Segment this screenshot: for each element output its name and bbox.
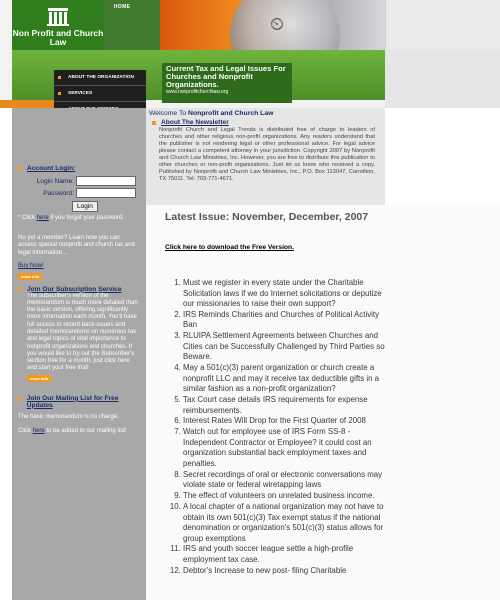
bullet-icon bbox=[18, 287, 22, 291]
about-newsletter-heading[interactable] bbox=[152, 119, 375, 126]
list-item: 5. Tax Court case details IRS requirements for expense reimbursements. bbox=[183, 395, 393, 416]
login-form bbox=[18, 176, 140, 212]
list-item: 11. IRS and youth soccer league settle a high-profile employment tax case. bbox=[183, 544, 393, 565]
header-right-panel bbox=[385, 0, 500, 50]
hero-face-image bbox=[230, 0, 340, 50]
forgot-password-text bbox=[18, 215, 140, 223]
list-item: 2. IRS Reminds Charities and Churches of Political Activity Ban bbox=[183, 310, 393, 331]
more-info-button[interactable]: more info bbox=[18, 273, 42, 280]
list-item: 12. Debtor's Increase to new post- filing Charitable bbox=[183, 566, 393, 577]
list-item: 8. Secret recordings of oral or electronic conversations may violate state or federal wiretapping laws bbox=[183, 470, 393, 491]
logo-base bbox=[47, 24, 69, 26]
list-item: 3. RLUIPA Settlement Agreements between Churches and Cities can be Successfully Challenged by Third Parties so Beware. bbox=[183, 331, 393, 363]
login-name-label: Login Name: bbox=[36, 177, 74, 185]
login-button[interactable]: Login bbox=[72, 201, 98, 212]
buy-now-link[interactable]: Buy Now! bbox=[18, 263, 44, 269]
welcome-prefix: Welcome To bbox=[149, 110, 189, 117]
mailing-signup-text bbox=[18, 428, 140, 436]
tagline-url: www.nonprofitchurchlaw.org bbox=[166, 89, 229, 96]
list-item: 10. A local chapter of a national organization may not have to obtain its own 501(c)(3) Tax exempt status if the national denomination or organization's 501(c)(3) status allows for group exemptions bbox=[183, 502, 393, 544]
nav-item-label: SERVICES bbox=[68, 91, 93, 96]
sidebar-spacer bbox=[18, 108, 140, 165]
site-header bbox=[0, 0, 500, 108]
nav-item-about-organization[interactable] bbox=[54, 70, 146, 86]
bullet-icon bbox=[58, 92, 61, 95]
pillars-icon bbox=[12, 11, 104, 24]
bullet-icon bbox=[18, 397, 22, 401]
home-bar bbox=[104, 0, 160, 50]
article-list bbox=[183, 278, 393, 577]
forgot-suffix: if you forgot your password. bbox=[48, 215, 125, 221]
password-label: Password: bbox=[43, 189, 74, 197]
download-free-version-link[interactable]: Click here to download the Free Version. bbox=[165, 244, 294, 251]
bullet-icon bbox=[18, 167, 22, 171]
logo-text: Non Profit and Church Law bbox=[12, 28, 104, 47]
mailing-prefix: Click bbox=[18, 428, 33, 435]
account-login-label: Account Login: bbox=[27, 165, 76, 172]
password-input[interactable] bbox=[76, 188, 136, 198]
member-promo-text: No yet a member? Learn how you can access special nonprofit and church tax and legal information... bbox=[18, 234, 135, 256]
tagline-box bbox=[162, 63, 292, 103]
forgot-prefix: * Click bbox=[18, 215, 37, 221]
hero-banner-image bbox=[160, 0, 385, 50]
tagline-text: Current Tax and Legal Issues For Churches and Nonprofit Organizations. bbox=[166, 64, 286, 89]
mailing-heading[interactable] bbox=[18, 395, 140, 409]
list-item: 4. May a 501(c)(3) parent organization or church create a nonprofit LLC and may it receive tax deductible gifts in a similar fashion as a non-profit organization? bbox=[183, 363, 393, 395]
list-item: 1. Must we register in every state under the Charitable Solicitation laws if we do Internet solicitations or deputize our missionaries to raise their own support? bbox=[183, 278, 393, 310]
mailing-text: The basic memorandum is no charge. bbox=[18, 413, 119, 420]
bullet-icon bbox=[152, 121, 156, 125]
forgot-password-link[interactable]: here bbox=[36, 215, 49, 221]
main-content bbox=[146, 205, 500, 600]
header-right-band bbox=[385, 50, 500, 108]
subscription-heading[interactable] bbox=[18, 286, 140, 293]
list-item: 6. Interest Rates Will Drop for the First Quarter of 2008 bbox=[183, 416, 393, 427]
login-name-input[interactable] bbox=[76, 176, 136, 186]
welcome-panel bbox=[146, 108, 385, 205]
clock-icon: ⏲ bbox=[270, 14, 285, 35]
about-newsletter-text: Nonprofit Church and Legal Trends is distributed free of charge to leaders of churches and other religious non-profit organizations. Any readers understand that the publisher is not rendering legal or other professional advice. For legal advice please contact a competent attorney in your jurisdiction. Copyright 2007 by Nonprofit and Church Law Ministries, Inc. However, you are free to distribute this publication to other churches or non-profit organizations. Just let us know who received a copy. Published by Nonprofit and Church Law Ministries, Inc., P.O. Box 113047, Carrollton, TX 75011. Tel: 703-771-4671. bbox=[159, 127, 375, 182]
list-item: 7. Watch out for employee use of IRS Form SS-8 - Independent Contractor or Employee? it could cost an organization substantial back employment taxes and penalties. bbox=[183, 427, 393, 469]
bullet-icon bbox=[58, 76, 61, 79]
about-heading-label: About The Newsletter bbox=[161, 119, 229, 126]
subscription-text: The subscriber's version of the memorandum is much more detailed than the basic version, offering significantly more information each month. You'll have full access to recent back-issues and detailed memorandums on numerous tax and legal topics of vital importance to nonprofit organizations and churches. If you would like to try out the Subscriber's section free for a month, just click here and start your free trial! bbox=[27, 292, 138, 372]
list-item: 9. The effect of volunteers on unrelated business income. bbox=[183, 491, 393, 502]
welcome-title bbox=[149, 110, 375, 117]
left-sidebar bbox=[12, 108, 146, 600]
welcome-site-name: Nonprofit and Church Law bbox=[188, 110, 274, 117]
nav-item-services[interactable] bbox=[54, 86, 146, 102]
subscription-heading-label: Join Our Subscription Service bbox=[27, 285, 122, 293]
home-link[interactable]: HOME bbox=[114, 4, 131, 10]
nav-item-label: ABOUT THE ORGANIZATION bbox=[68, 75, 134, 80]
mailing-signup-link[interactable]: here bbox=[32, 428, 45, 435]
more-info-button-2[interactable]: more info bbox=[27, 375, 51, 382]
site-logo[interactable] bbox=[12, 0, 104, 50]
mailing-suffix: to be added to our mailing list! bbox=[44, 428, 127, 435]
mailing-heading-label: Join Our Mailing List for Free Updates bbox=[26, 394, 119, 409]
account-login-heading bbox=[18, 165, 140, 172]
page-title: Latest Issue: November, December, 2007 bbox=[165, 211, 369, 223]
